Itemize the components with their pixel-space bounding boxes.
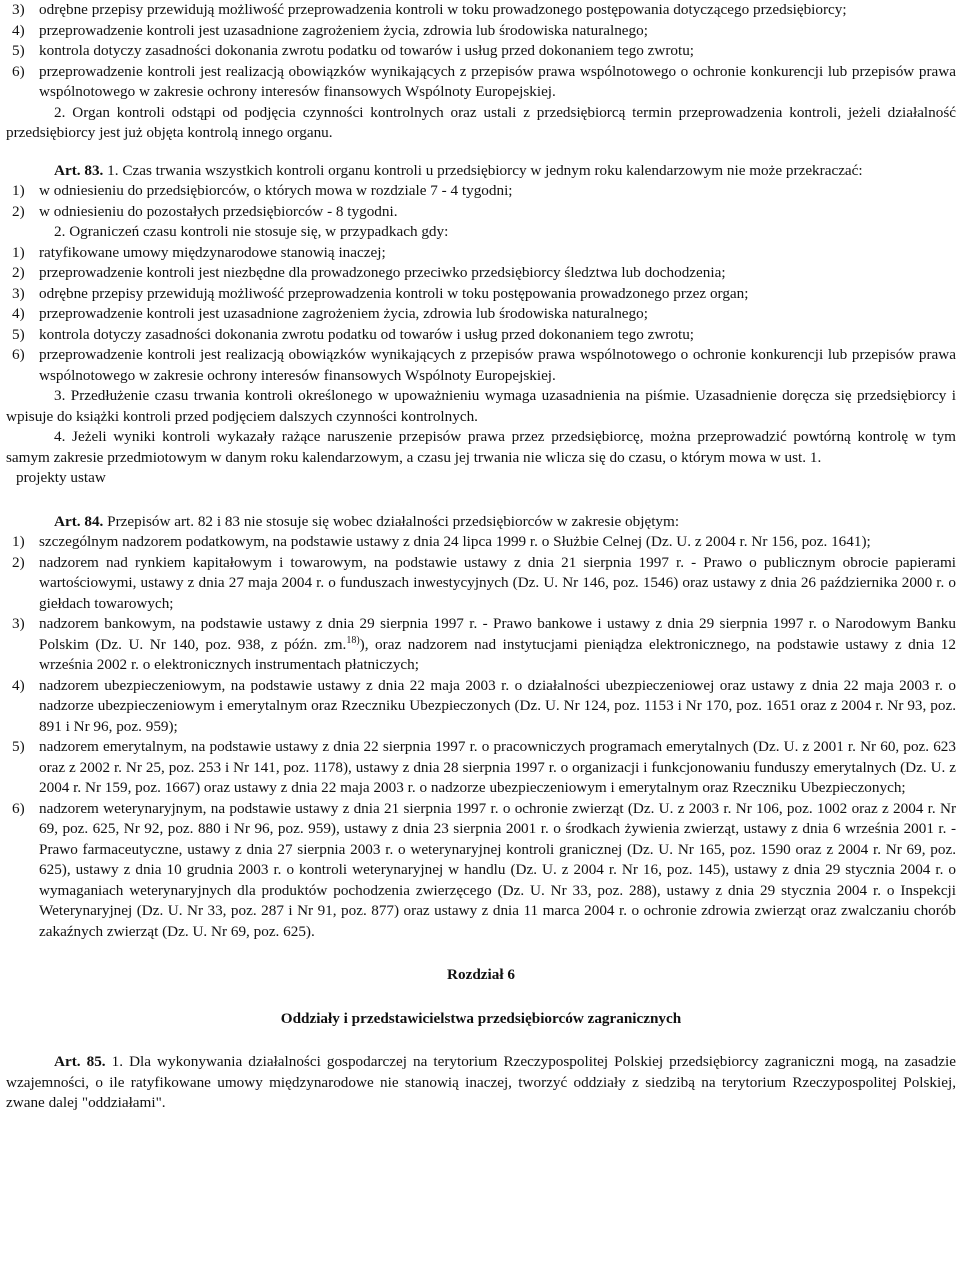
list-item	[6, 181, 956, 202]
item-text: nadzorem emerytalnym, na podstawie ustawy z dnia 22 sierpnia 1997 r. o pracowniczych programach emerytalnych (Dz. U. z 2001 r. Nr 60, poz. 623 oraz z 2002 r. Nr 25, poz. 253 i Nr 141, poz. 1178), ustawy z dnia 28 sierpnia 1997 r. o organizacji i funkcjonowaniu funduszy emerytalnych (Dz. U. z 2004 r. Nr 159, poz. 1667) oraz ustawy z dnia 22 maja 2003 r. o nadzorze ubezpieczeniowym i emerytalnym oraz Rzeczniku Ubezpieczonych;	[39, 738, 956, 796]
item-text: nadzorem nad rynkiem kapitałowym i towarowym, na podstawie ustawy z dnia 21 sierpnia 1997 r. - Prawo o publicznym obrocie papierami wartościowymi, ustawy z dnia 27 maja 2004 r. o funduszach inwestycyjnych (Dz. U. Nr 146, poz. 1546) oraz ustawy z dnia 26 października 2000 r. o giełdach towarowych;	[39, 553, 956, 612]
art84-list	[6, 532, 956, 942]
item-text: kontrola dotyczy zasadności dokonania zwrotu podatku od towarów i usług przed dokonaniem tego zwrotu;	[39, 42, 695, 59]
item-number: 6)	[12, 62, 25, 80]
item-text: przeprowadzenie kontroli jest uzasadnione zagrożeniem życia, zdrowia lub środowiska naturalnego;	[39, 21, 648, 39]
list-item	[6, 553, 956, 615]
item-number: 6)	[12, 346, 25, 363]
item-text: w odniesieniu do pozostałych przedsiębiorców - 8 tygodni.	[39, 202, 398, 220]
item-text: odrębne przepisy przewidują możliwość przeprowadzenia kontroli w toku postępowania prowadzonego przez organ;	[39, 284, 749, 302]
item-number: 2)	[12, 553, 25, 571]
list-item	[6, 0, 956, 21]
list-item	[6, 737, 956, 799]
list-item	[6, 62, 956, 103]
list-item	[6, 41, 956, 62]
list-item	[6, 532, 956, 553]
list-item	[6, 202, 956, 223]
art83-ust3: 3. Przedłużenie czasu trwania kontroli określonego w upoważnieniu wymaga uzasadnienia na piśmie. Uzasadnienie doręcza się przedsiębiorcy i wpisuje do książki kontroli przed podjęciem dalszych czynności kontrolnych.	[6, 387, 956, 425]
chapter-subtitle: Oddziały i przedstawicielstwa przedsiębiorców zagranicznych	[280, 1009, 682, 1027]
article-label: Art. 84.	[54, 512, 104, 530]
list-item	[6, 304, 956, 325]
item-number: 6)	[12, 799, 25, 817]
art85-text	[6, 1052, 956, 1114]
item-text: w odniesieniu do przedsiębiorców, o których mowa w rozdziale 7 - 4 tygodni;	[39, 182, 513, 199]
list-item	[6, 799, 956, 943]
list-item	[6, 325, 956, 346]
item-text: nadzorem bankowym, na podstawie ustawy z dnia 29 sierpnia 1997 r. - Prawo bankowe i ustawy z dnia 29 sierpnia 1997 r. o Narodowym Banku Polskim (Dz. U. Nr 140, poz. 938, z późn. zm.	[39, 615, 956, 653]
list-item	[6, 614, 956, 676]
article-label: Art. 85.	[54, 1053, 106, 1070]
list-item	[6, 263, 956, 284]
projects-note: projekty ustaw	[16, 469, 106, 486]
list-item	[6, 284, 956, 305]
item-text: ratyfikowane umowy międzynarodowe stanowią inaczej;	[39, 243, 386, 261]
item-number: 2)	[12, 264, 25, 281]
art84-intro	[6, 512, 956, 533]
list-item	[6, 21, 956, 42]
art83-intro	[6, 161, 956, 182]
item-text: szczególnym nadzorem podatkowym, na podstawie ustawy z dnia 24 lipca 1999 r. o Służbie Celnej (Dz. U. z 2004 r. Nr 156, poz. 1641);	[39, 533, 871, 550]
list-item	[6, 243, 956, 264]
item-text: przeprowadzenie kontroli jest uzasadnione zagrożeniem życia, zdrowia lub środowiska naturalnego;	[39, 305, 648, 322]
footnote-ref: 18)	[346, 634, 360, 646]
item-number: 4)	[12, 21, 25, 39]
paragraph-ust2: 2. Organ kontroli odstąpi od podjęcia czynności kontrolnych oraz ustali z przedsiębiorcą termin przeprowadzenia kontroli, jeżeli działalność przedsiębiorcy jest już objęta kontrolą innego organu.	[6, 103, 956, 141]
item-number: 3)	[12, 284, 25, 302]
item-number: 4)	[12, 676, 25, 694]
item-text-cont: ), oraz nadzorem nad instytucjami pieniądza elektronicznego, na podstawie ustawy z dnia 12 września 2002 r. o elektronicznych instrumentach płatniczych;	[39, 635, 956, 673]
item-number: 5)	[12, 738, 25, 755]
item-number: 5)	[12, 42, 25, 59]
art83-list2	[6, 243, 956, 387]
art83-ust2: 2. Ograniczeń czasu kontroli nie stosuje się, w przypadkach gdy:	[54, 223, 449, 240]
item-text: przeprowadzenie kontroli jest realizacją obowiązków wynikających z przepisów prawa wspólnotowego o ochronie konkurencji lub przepisów prawa wspólnotowego w zakresie ochrony interesów finansowych Wspólnoty Europejskiej.	[39, 62, 956, 100]
item-text: przeprowadzenie kontroli jest niezbędne dla prowadzonego przeciwko przedsiębiorcy śledztwa lub dochodzenia;	[39, 264, 726, 281]
article-label: Art. 83.	[54, 161, 104, 179]
top-list	[6, 0, 956, 103]
article-text: 1. Czas trwania wszystkich kontroli organu kontroli u przedsiębiorcy w jednym roku kalendarzowym nie może przekraczać:	[103, 161, 863, 179]
item-text: kontrola dotyczy zasadności dokonania zwrotu podatku od towarów i usług przed dokonaniem tego zwrotu;	[39, 325, 695, 343]
item-text: nadzorem ubezpieczeniowym, na podstawie ustawy z dnia 22 maja 2003 r. o działalności ubezpieczeniowej oraz ustawy z dnia 22 maja 2003 r. o nadzorze ubezpieczeniowym i emerytalnym oraz Rzeczniku Ubezpieczonych (Dz. U. Nr 124, poz. 1153 i Nr 170, poz. 1651 oraz z 2004 r. Nr 93, poz. 891 i Nr 96, poz. 959);	[39, 676, 956, 735]
item-number: 2)	[12, 202, 25, 220]
art83-list1	[6, 181, 956, 222]
item-text: przeprowadzenie kontroli jest realizacją obowiązków wynikających z przepisów prawa wspólnotowego o ochronie konkurencji lub przepisów prawa wspólnotowego w zakresie ochrony interesów finansowych Wspólnoty Europejskiej.	[39, 346, 956, 384]
list-item	[6, 676, 956, 738]
art83-ust4: 4. Jeżeli wyniki kontroli wykazały rażące naruszenie przepisów prawa przez przedsiębiorcę, można przeprowadzić powtórną kontrolę w tym samym zakresie przedmiotowym w danym roku kalendarzowym, a czasu jej trwania nie wlicza się do czasu, o którym mowa w ust. 1.	[6, 428, 956, 466]
article-text: Przepisów art. 82 i 83 nie stosuje się wobec działalności przedsiębiorców w zakresie objętym:	[103, 512, 680, 530]
article-text: 1. Dla wykonywania działalności gospodarczej na terytorium Rzeczypospolitej Polskiej przedsiębiorcy zagraniczni mogą, na zasadzie wzajemności, o ile ratyfikowane umowy międzynarodowe nie stanowią inaczej, tworzyć oddziały z siedzibą na terytorium Rzeczypospolitej Polskiej, zwane dalej "oddziałami".	[6, 1053, 956, 1111]
item-text: odrębne przepisy przewidują możliwość przeprowadzenia kontroli w toku prowadzonego postępowania dotyczącego przedsiębiorcy;	[39, 1, 847, 18]
item-number: 1)	[12, 533, 25, 550]
list-item	[6, 345, 956, 386]
item-text: nadzorem weterynaryjnym, na podstawie ustawy z dnia 21 sierpnia 1997 r. o ochronie zwierząt (Dz. U. z 2003 r. Nr 106, poz. 1002 oraz z 2004 r. Nr 69, poz. 625, Nr 92, poz. 880 i Nr 96, poz. 959), ustawy z dnia 23 sierpnia 2001 r. o środkach żywienia zwierząt, ustawy z dnia 6 września 2001 r. - Prawo farmaceutyczne, ustawy z dnia 27 sierpnia 2003 r. o weterynaryjnej kontroli granicznej (Dz. U. Nr 165, poz. 1590 oraz z 2004 r. Nr 69, poz. 625), ustawy z dnia 10 grudnia 2003 r. o kontroli weterynaryjnej w handlu (Dz. U. z 2004 r. Nr 16, poz. 145), ustawy z dnia 29 stycznia 2004 r. o wymaganiach weterynaryjnych dla produktów pochodzenia zwierzęcego (Dz. U. Nr 33, poz. 288), ustawy z dnia 29 stycznia 2004 r. o Inspekcji Weterynaryjnej (Dz. U. Nr 33, poz. 287 i Nr 91, poz. 877) oraz ustawy z dnia 11 marca 2004 r. o ochronie zdrowia zwierząt oraz zwalczaniu chorób zakaźnych zwierząt (Dz. U. Nr 69, poz. 625).	[39, 799, 956, 940]
item-number: 4)	[12, 305, 25, 322]
chapter-title: Rozdział 6	[447, 966, 515, 983]
item-number: 1)	[12, 182, 25, 199]
item-number: 3)	[12, 615, 25, 632]
item-number: 1)	[12, 243, 25, 261]
item-number: 5)	[12, 325, 25, 343]
item-number: 3)	[12, 1, 25, 18]
